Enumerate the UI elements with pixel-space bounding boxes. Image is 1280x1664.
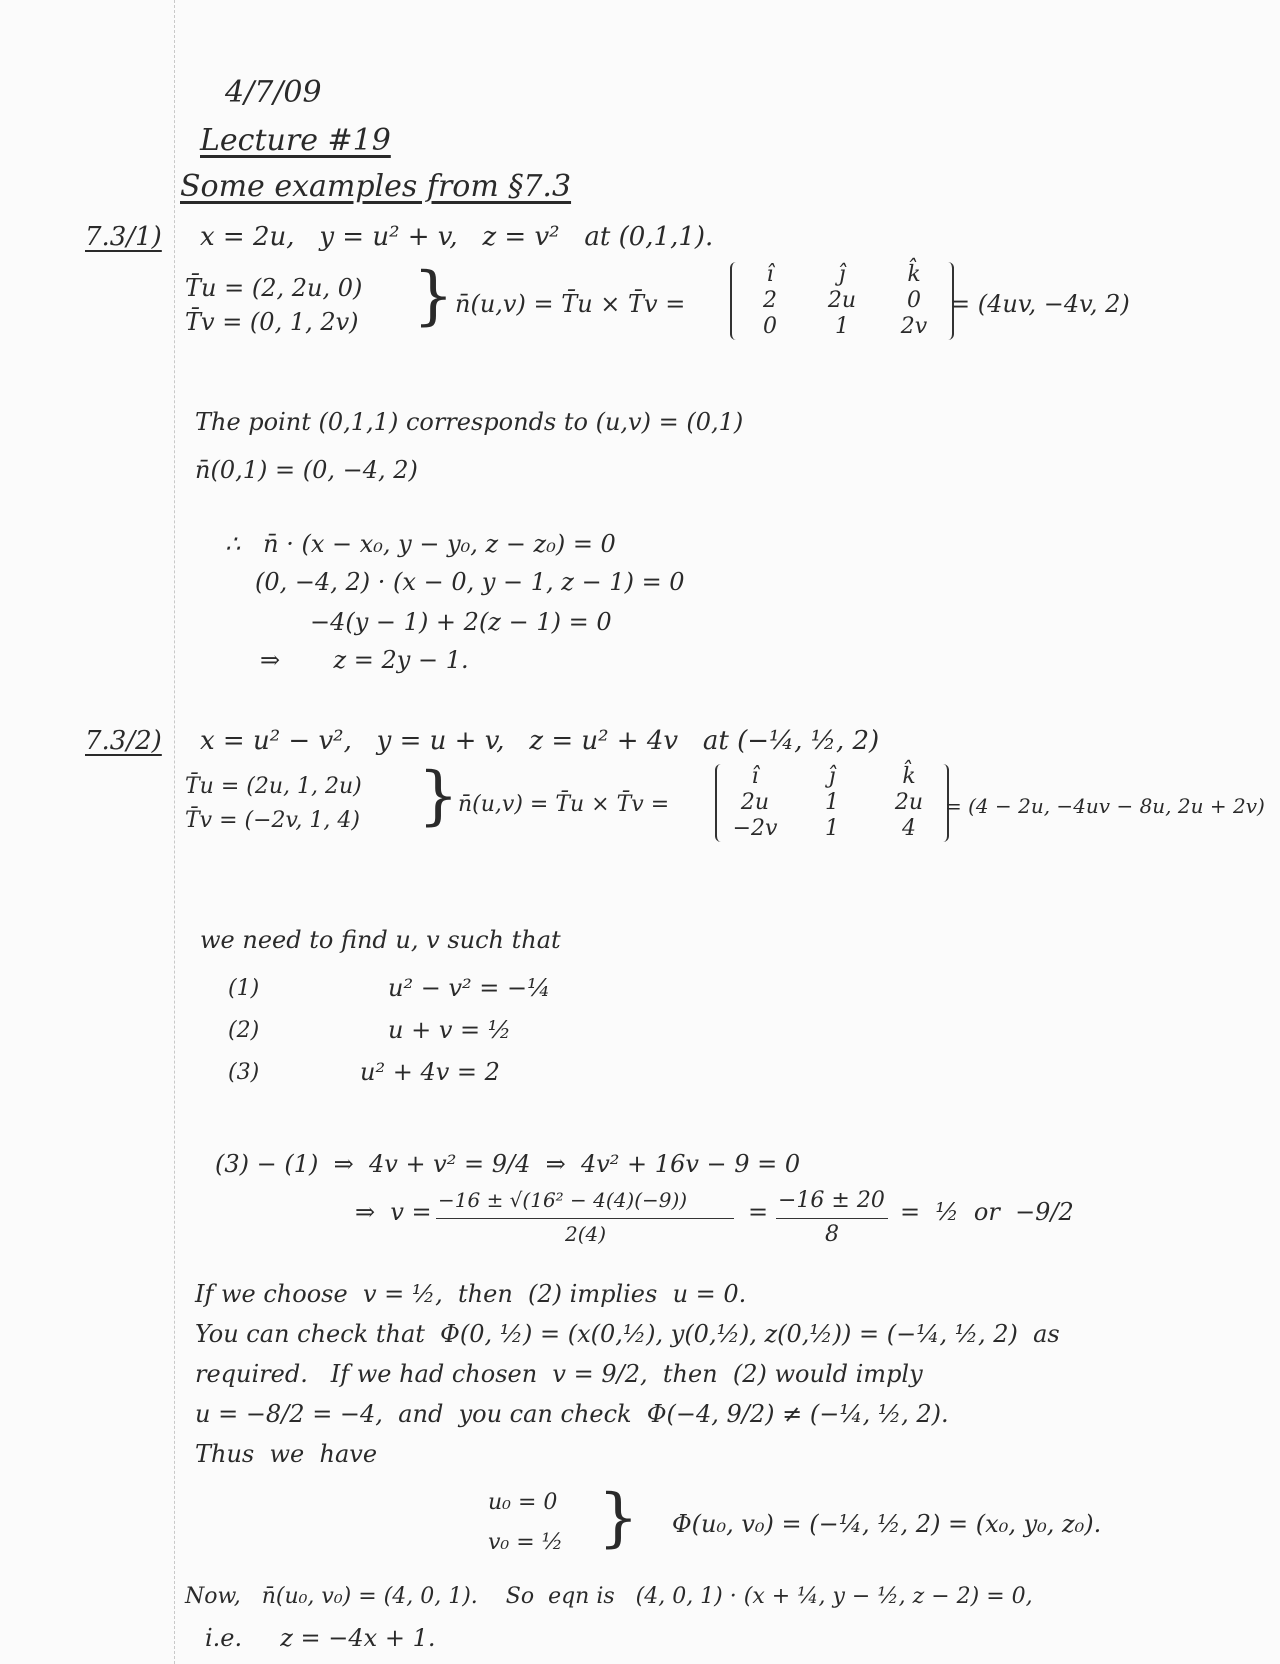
margin-rule (174, 0, 175, 1664)
matrix-cell: 2u (827, 288, 857, 313)
problem2-statement: x = u² − v², y = u + v, z = u² + 4v at (−¼, ½, 2) (200, 726, 880, 756)
problem1-step: −4(y − 1) + 2(z − 1) = 0 (310, 608, 612, 636)
problem1-statement: x = 2u, y = u² + v, z = v² at (0,1,1). (200, 222, 714, 252)
matrix-cell: î (751, 764, 759, 789)
problem1-step: ∴ n̄ · (x − x₀, y − y₀, z − z₀) = 0 (225, 530, 616, 558)
section-subtitle: Some examples from §7.3 (180, 169, 572, 204)
matrix-cell: −2v (732, 816, 778, 841)
paragraph-line: required. If we had chosen v = 9/2, then (2) would imply (195, 1360, 923, 1388)
problem1-cross-matrix (730, 262, 954, 340)
equation: u² + 4v = 2 (360, 1058, 500, 1086)
date: 4/7/09 (225, 75, 322, 110)
matrix-cell: 1 (825, 790, 839, 815)
equation: u² − v² = −¼ (388, 974, 551, 1002)
paragraph-line: You can check that Φ(0, ½) = (x(0,½), y(0,½), z(0,½)) = (−¼, ½, 2) as (195, 1320, 1060, 1348)
matrix-cell: ĵ (828, 764, 836, 789)
equation-number: (2) (228, 1018, 260, 1043)
brace: } (598, 1481, 639, 1555)
matrix-cell: î (766, 262, 774, 287)
equation: u + v = ½ (388, 1016, 512, 1044)
problem1-normal-result: = (4uv, −4v, 2) (950, 290, 1130, 318)
final-answer: i.e. z = −4x + 1. (205, 1624, 436, 1652)
paragraph-line: u = −8/2 = −4, and you can check Φ(−4, 9/2) ≠ (−¼, ½, 2). (195, 1400, 949, 1428)
quad-prefix: ⇒ v = (355, 1198, 440, 1226)
brace: } (418, 759, 459, 833)
equation-number: (1) (228, 976, 260, 1001)
matrix-cell: ĵ (838, 262, 846, 287)
matrix-cell: 1 (835, 314, 849, 339)
lecture-title: Lecture #19 (200, 123, 391, 158)
quad-result: = ½ or −9/2 (900, 1198, 1074, 1226)
u0-value: u₀ = 0 (488, 1490, 558, 1515)
phi-result: Φ(u₀, v₀) = (−¼, ½, 2) = (x₀, y₀, z₀). (672, 1510, 1102, 1538)
problem2-label: 7.3/2) (85, 726, 162, 756)
quad-denominator-2: 8 (825, 1222, 839, 1247)
problem2-normal-result: = (4 − 2u, −4uv − 8u, 2u + 2v) (945, 794, 1265, 818)
matrix-cell: 0 (907, 288, 921, 313)
problem2-tv: T̄v = (−2v, 1, 4) (185, 808, 360, 833)
problem1-step: ⇒ z = 2y − 1. (260, 646, 469, 674)
problem1-tu: T̄u = (2, 2u, 0) (185, 274, 363, 302)
quad-equals: = (748, 1198, 769, 1226)
problem1-normal-def: n̄(u,v) = T̄u × T̄v = (455, 290, 686, 318)
problem2-cross-matrix (715, 764, 949, 842)
matrix-cell: 2 (763, 288, 777, 313)
matrix-cell: 1 (825, 816, 839, 841)
quad-denominator: 2(4) (565, 1222, 607, 1246)
subtract-line: (3) − (1) ⇒ 4v + v² = 9/4 ⇒ 4v² + 16v − 9 = 0 (215, 1150, 801, 1178)
v0-value: v₀ = ½ (488, 1530, 563, 1555)
quad-numerator: −16 ± √(16² − 4(4)(−9)) (438, 1188, 688, 1212)
brace: } (413, 259, 454, 333)
matrix-cell: k̂ (902, 764, 916, 789)
quad-numerator-2: −16 ± 20 (778, 1188, 885, 1213)
matrix-cell: 4 (902, 816, 916, 841)
problem1-step: (0, −4, 2) · (x − 0, y − 1, z − 1) = 0 (255, 568, 685, 596)
problem1-label: 7.3/1) (85, 222, 162, 252)
matrix-cell: 2u (740, 790, 770, 815)
fraction-bar (436, 1218, 734, 1219)
matrix-cell: 0 (763, 314, 777, 339)
now-line: Now, n̄(u₀, v₀) = (4, 0, 1). So eqn is (4, 0, 1) · (x + ¼, y − ½, z − 2) = 0, (185, 1584, 1033, 1609)
matrix-cell: 2u (894, 790, 924, 815)
problem1-point-text: The point (0,1,1) corresponds to (u,v) = (0,1) (195, 408, 744, 436)
fraction-bar (776, 1218, 888, 1219)
equation-number: (3) (228, 1060, 260, 1085)
paragraph-line: If we choose v = ½, then (2) implies u = 0. (195, 1280, 747, 1308)
matrix-cell: k̂ (907, 262, 921, 287)
matrix-cell: 2v (900, 314, 928, 339)
problem1-tv: T̄v = (0, 1, 2v) (185, 308, 359, 336)
problem1-normal-at: n̄(0,1) = (0, −4, 2) (195, 456, 418, 484)
problem2-normal-def: n̄(u,v) = T̄u × T̄v = (458, 792, 670, 817)
problem2-need-text: we need to find u, v such that (200, 926, 561, 954)
paragraph-line: Thus we have (195, 1440, 378, 1468)
problem2-tu: T̄u = (2u, 1, 2u) (185, 774, 362, 799)
